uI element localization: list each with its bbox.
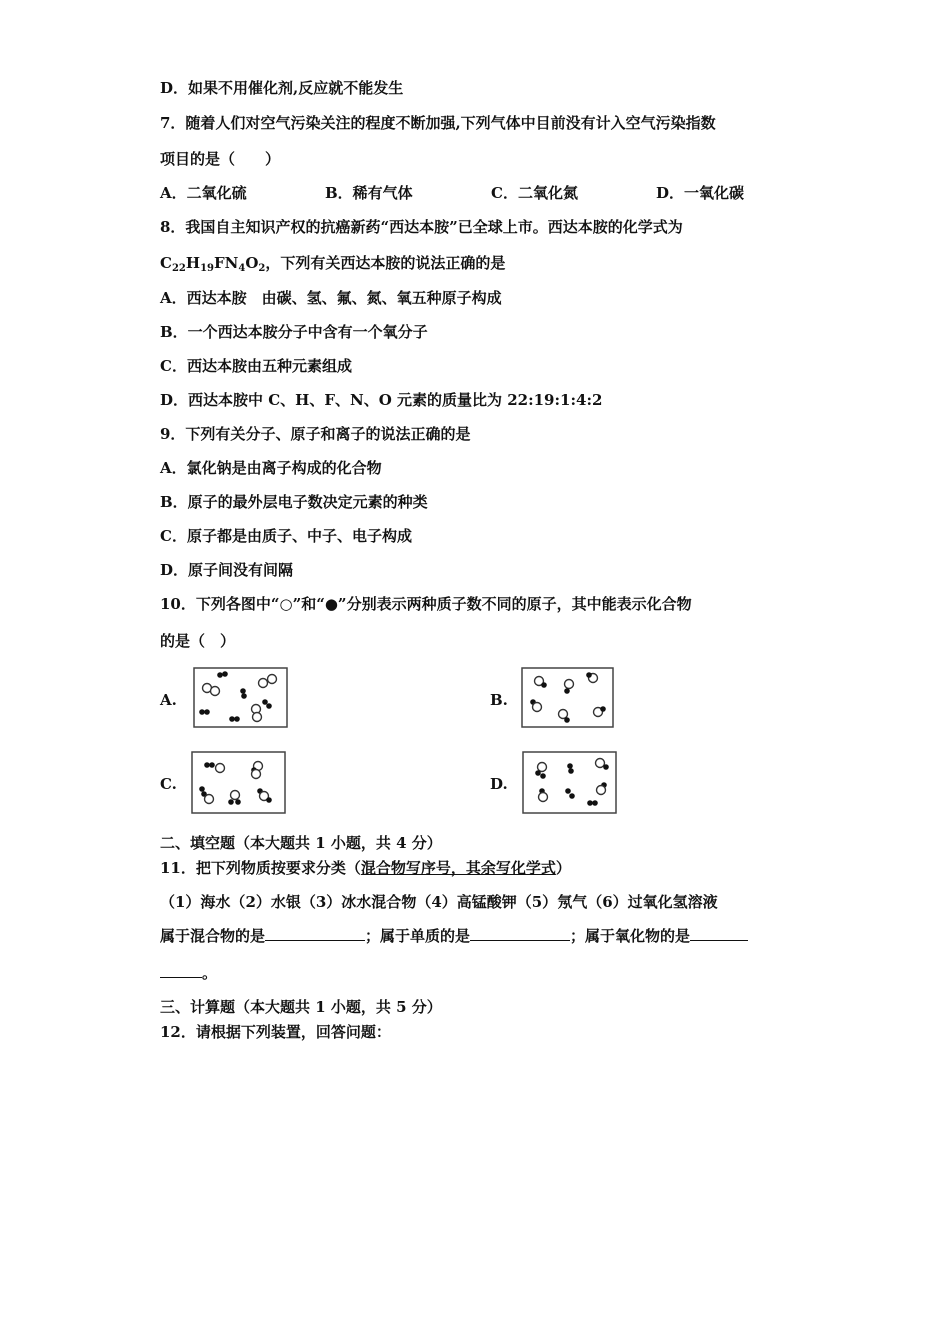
q8-stem-line1: 8．我国自主知识产权的抗癌新药“西达本胺”已全球上市。西达本胺的化学式为: [160, 218, 683, 236]
q10-stem-line2: 的是（ ）: [160, 632, 236, 650]
q7-stem-line1: 7．随着人们对空气污染关注的程度不断加强,下列气体中目前没有计入空气污染指数: [160, 114, 716, 132]
formula-n-count: 4: [238, 263, 246, 274]
q10-diagram-d: [522, 751, 618, 815]
q11-stem: [160, 858, 571, 878]
formula-o-count: 2: [258, 263, 266, 274]
q11-items: （1）海水（2）水银（3）冰水混合物（4）高锰酸钾（5）氖气（6）过氧化氢溶液: [160, 893, 718, 911]
q10-option-d-label: D.: [490, 775, 508, 793]
q8-option-a: A．西达本胺 由碳、氢、氟、氮、氧五种原子构成: [160, 289, 502, 307]
q6-option-d: D．如果不用催化剂,反应就不能发生: [160, 79, 404, 97]
q9-option-c: C．原子都是由质子、中子、电子构成: [160, 527, 412, 545]
q11-stem-start: 11．把下列物质按要求分类（: [160, 859, 361, 877]
q7-option-a: A．二氧化硫: [160, 184, 247, 202]
q10-option-b-label: B.: [490, 691, 508, 709]
q11-stem-underlined: 混合物写序号，其余写化学式: [360, 859, 556, 877]
q9-option-b: B．原子的最外层电子数决定元素的种类: [160, 493, 428, 511]
q7-option-d: D．一氧化碳: [656, 184, 745, 202]
formula-h: H: [185, 254, 201, 272]
q10-option-c-label: C.: [160, 775, 177, 793]
q9-option-d: D．原子间没有间隔: [160, 561, 294, 579]
q11-mixture-label: 属于混合物的是: [160, 927, 266, 945]
q8-stem-rest: ，下列有关西达本胺的说法正确的是: [265, 254, 506, 272]
formula-fn: FN: [213, 254, 239, 272]
q11-oxide-blank[interactable]: [690, 926, 748, 941]
q10-diagram-b: [521, 667, 615, 729]
q8-option-d: D．西达本胺中 C、H、F、N、O 元素的质量比为 22:19:1:4:2: [160, 391, 603, 409]
q12-stem: 12．请根据下列装置，回答问题：: [160, 1023, 391, 1041]
q11-oxide-label: ；属于氧化物的是: [570, 927, 691, 945]
q11-fill-line-2: [160, 963, 217, 983]
q11-element-label: ；属于单质的是: [365, 927, 471, 945]
q9-option-a: A．氯化钠是由离子构成的化合物: [160, 459, 382, 477]
formula-o: O: [245, 254, 259, 272]
section-2-heading: 二、填空题（本大题共 1 小题，共 4 分）: [160, 834, 442, 852]
formula-c-count: 22: [171, 263, 186, 274]
q11-stem-end: ）: [555, 859, 571, 877]
q7-option-c: C．二氧化氮: [491, 184, 578, 202]
q10-option-a-label: A.: [160, 691, 177, 709]
formula-c: C: [160, 254, 172, 272]
q10-diagram-c: [190, 751, 288, 815]
q11-fill-line: [160, 926, 748, 946]
q11-element-blank[interactable]: [470, 926, 570, 941]
q7-option-b: B．稀有气体: [325, 184, 413, 202]
formula-h-count: 19: [200, 263, 214, 274]
q10-diagram-a: [193, 667, 289, 729]
q11-end-mark: 。: [202, 964, 218, 982]
q9-stem: 9．下列有关分子、原子和离子的说法正确的是: [160, 425, 471, 443]
q10-stem-line1: 10．下列各图中“○”和“●”分别表示两种质子数不同的原子，其中能表示化合物: [160, 595, 692, 613]
q7-stem-line2: 项目的是（ ）: [160, 150, 281, 168]
section-3-heading: 三、计算题（本大题共 1 小题，共 5 分）: [160, 998, 442, 1016]
q8-formula-line: [160, 253, 505, 273]
q11-oxide-blank-cont[interactable]: [160, 963, 202, 978]
q8-option-b: B．一个西达本胺分子中含有一个氧分子: [160, 323, 428, 341]
q11-mixture-blank[interactable]: [265, 926, 365, 941]
q8-option-c: C．西达本胺由五种元素组成: [160, 357, 352, 375]
